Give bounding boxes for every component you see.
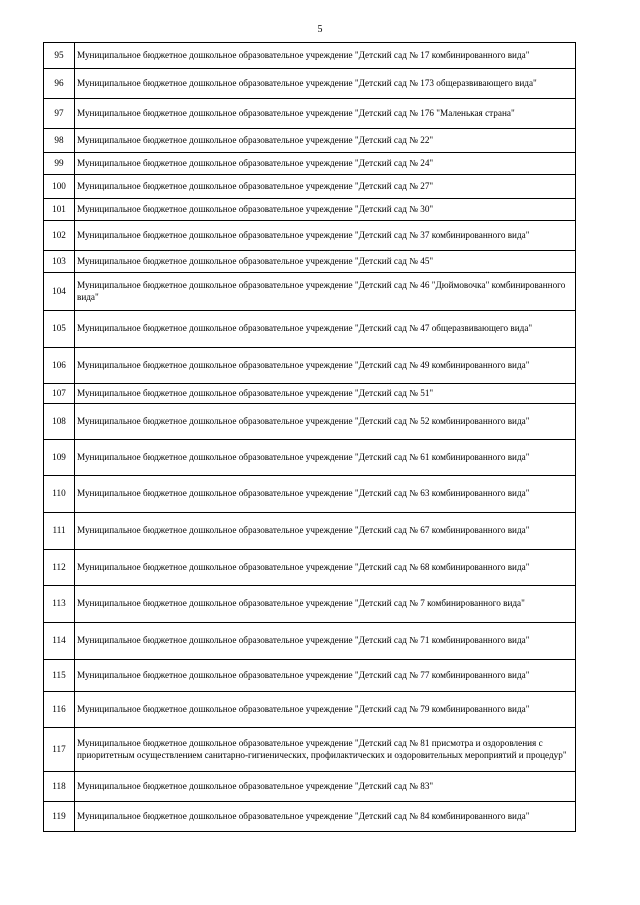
row-number: 109	[44, 440, 75, 476]
row-number: 98	[44, 129, 75, 153]
table-row	[44, 404, 576, 440]
row-number: 106	[44, 348, 75, 384]
institution-name: Муниципальное бюджетное дошкольное образовательное учреждение "Детский сад № 176 "Маленькая страна"	[75, 99, 576, 129]
row-number: 113	[44, 586, 75, 623]
table-row	[44, 273, 576, 311]
row-number: 114	[44, 623, 75, 660]
table-row	[44, 129, 576, 153]
table-row	[44, 43, 576, 69]
institution-name: Муниципальное бюджетное дошкольное образовательное учреждение "Детский сад № 84 комбинированного вида"	[75, 802, 576, 832]
institution-name: Муниципальное бюджетное дошкольное образовательное учреждение "Детский сад № 27"	[75, 175, 576, 199]
institution-name: Муниципальное бюджетное дошкольное образовательное учреждение "Детский сад № 63 комбинированного вида"	[75, 476, 576, 513]
institution-name: Муниципальное бюджетное дошкольное образовательное учреждение "Детский сад № 17 комбинированного вида"	[75, 43, 576, 69]
table-row	[44, 772, 576, 802]
row-number: 107	[44, 384, 75, 404]
table-row	[44, 175, 576, 199]
institutions-table	[43, 42, 576, 832]
table-row	[44, 199, 576, 221]
institution-name: Муниципальное бюджетное дошкольное образовательное учреждение "Детский сад № 173 общеразвивающего вида"	[75, 69, 576, 99]
institution-name: Муниципальное бюджетное дошкольное образовательное учреждение "Детский сад № 67 комбинированного вида"	[75, 513, 576, 550]
institution-name: Муниципальное бюджетное дошкольное образовательное учреждение "Детский сад № 51"	[75, 384, 576, 404]
row-number: 119	[44, 802, 75, 832]
table-row	[44, 384, 576, 404]
table-row	[44, 802, 576, 832]
table-row	[44, 69, 576, 99]
row-number: 96	[44, 69, 75, 99]
table-row	[44, 348, 576, 384]
row-number: 112	[44, 550, 75, 586]
row-number: 111	[44, 513, 75, 550]
row-number: 117	[44, 728, 75, 772]
table-row	[44, 513, 576, 550]
row-number: 105	[44, 311, 75, 348]
institution-name: Муниципальное бюджетное дошкольное образовательное учреждение "Детский сад № 61 комбинированного вида"	[75, 440, 576, 476]
institution-name: Муниципальное бюджетное дошкольное образовательное учреждение "Детский сад № 46 "Дюймовочка" комбинированного вида"	[75, 273, 576, 311]
institution-name: Муниципальное бюджетное дошкольное образовательное учреждение "Детский сад № 83"	[75, 772, 576, 802]
institution-name: Муниципальное бюджетное дошкольное образовательное учреждение "Детский сад № 22"	[75, 129, 576, 153]
table-row	[44, 692, 576, 728]
row-number: 108	[44, 404, 75, 440]
table-row	[44, 660, 576, 692]
table-row	[44, 476, 576, 513]
page-number: 5	[317, 24, 323, 35]
table-row	[44, 99, 576, 129]
institution-name: Муниципальное бюджетное дошкольное образовательное учреждение "Детский сад № 30"	[75, 199, 576, 221]
institution-name: Муниципальное бюджетное дошкольное образовательное учреждение "Детский сад № 49 комбинированного вида"	[75, 348, 576, 384]
institution-name: Муниципальное бюджетное дошкольное образовательное учреждение "Детский сад № 81 присмотра и оздоровления с приоритетным осуществлением санитарно-гигиенических, профилактических и оздоровительных мероприятий и процедур"	[75, 728, 576, 772]
row-number: 116	[44, 692, 75, 728]
row-number: 102	[44, 221, 75, 251]
table-row	[44, 440, 576, 476]
table-row	[44, 251, 576, 273]
table-row	[44, 728, 576, 772]
institution-name: Муниципальное бюджетное дошкольное образовательное учреждение "Детский сад № 24"	[75, 153, 576, 175]
table-row	[44, 153, 576, 175]
row-number: 118	[44, 772, 75, 802]
row-number: 103	[44, 251, 75, 273]
row-number: 115	[44, 660, 75, 692]
row-number: 110	[44, 476, 75, 513]
table-row	[44, 221, 576, 251]
row-number: 101	[44, 199, 75, 221]
institution-name: Муниципальное бюджетное дошкольное образовательное учреждение "Детский сад № 68 комбинированного вида"	[75, 550, 576, 586]
table-row	[44, 550, 576, 586]
row-number: 104	[44, 273, 75, 311]
institution-name: Муниципальное бюджетное дошкольное образовательное учреждение "Детский сад № 47 общеразвивающего вида"	[75, 311, 576, 348]
table-row	[44, 311, 576, 348]
table-row	[44, 586, 576, 623]
row-number: 99	[44, 153, 75, 175]
row-number: 100	[44, 175, 75, 199]
row-number: 95	[44, 43, 75, 69]
institution-name: Муниципальное бюджетное дошкольное образовательное учреждение "Детский сад № 79 комбинированного вида"	[75, 692, 576, 728]
institution-name: Муниципальное бюджетное дошкольное образовательное учреждение "Детский сад № 37 комбинированного вида"	[75, 221, 576, 251]
table-row	[44, 623, 576, 660]
row-number: 97	[44, 99, 75, 129]
institution-name: Муниципальное бюджетное дошкольное образовательное учреждение "Детский сад № 7 комбинированного вида"	[75, 586, 576, 623]
institution-name: Муниципальное бюджетное дошкольное образовательное учреждение "Детский сад № 71 комбинированного вида"	[75, 623, 576, 660]
institution-name: Муниципальное бюджетное дошкольное образовательное учреждение "Детский сад № 52 комбинированного вида"	[75, 404, 576, 440]
institution-name: Муниципальное бюджетное дошкольное образовательное учреждение "Детский сад № 77 комбинированного вида"	[75, 660, 576, 692]
institution-name: Муниципальное бюджетное дошкольное образовательное учреждение "Детский сад № 45"	[75, 251, 576, 273]
institutions-table-body	[44, 43, 576, 832]
